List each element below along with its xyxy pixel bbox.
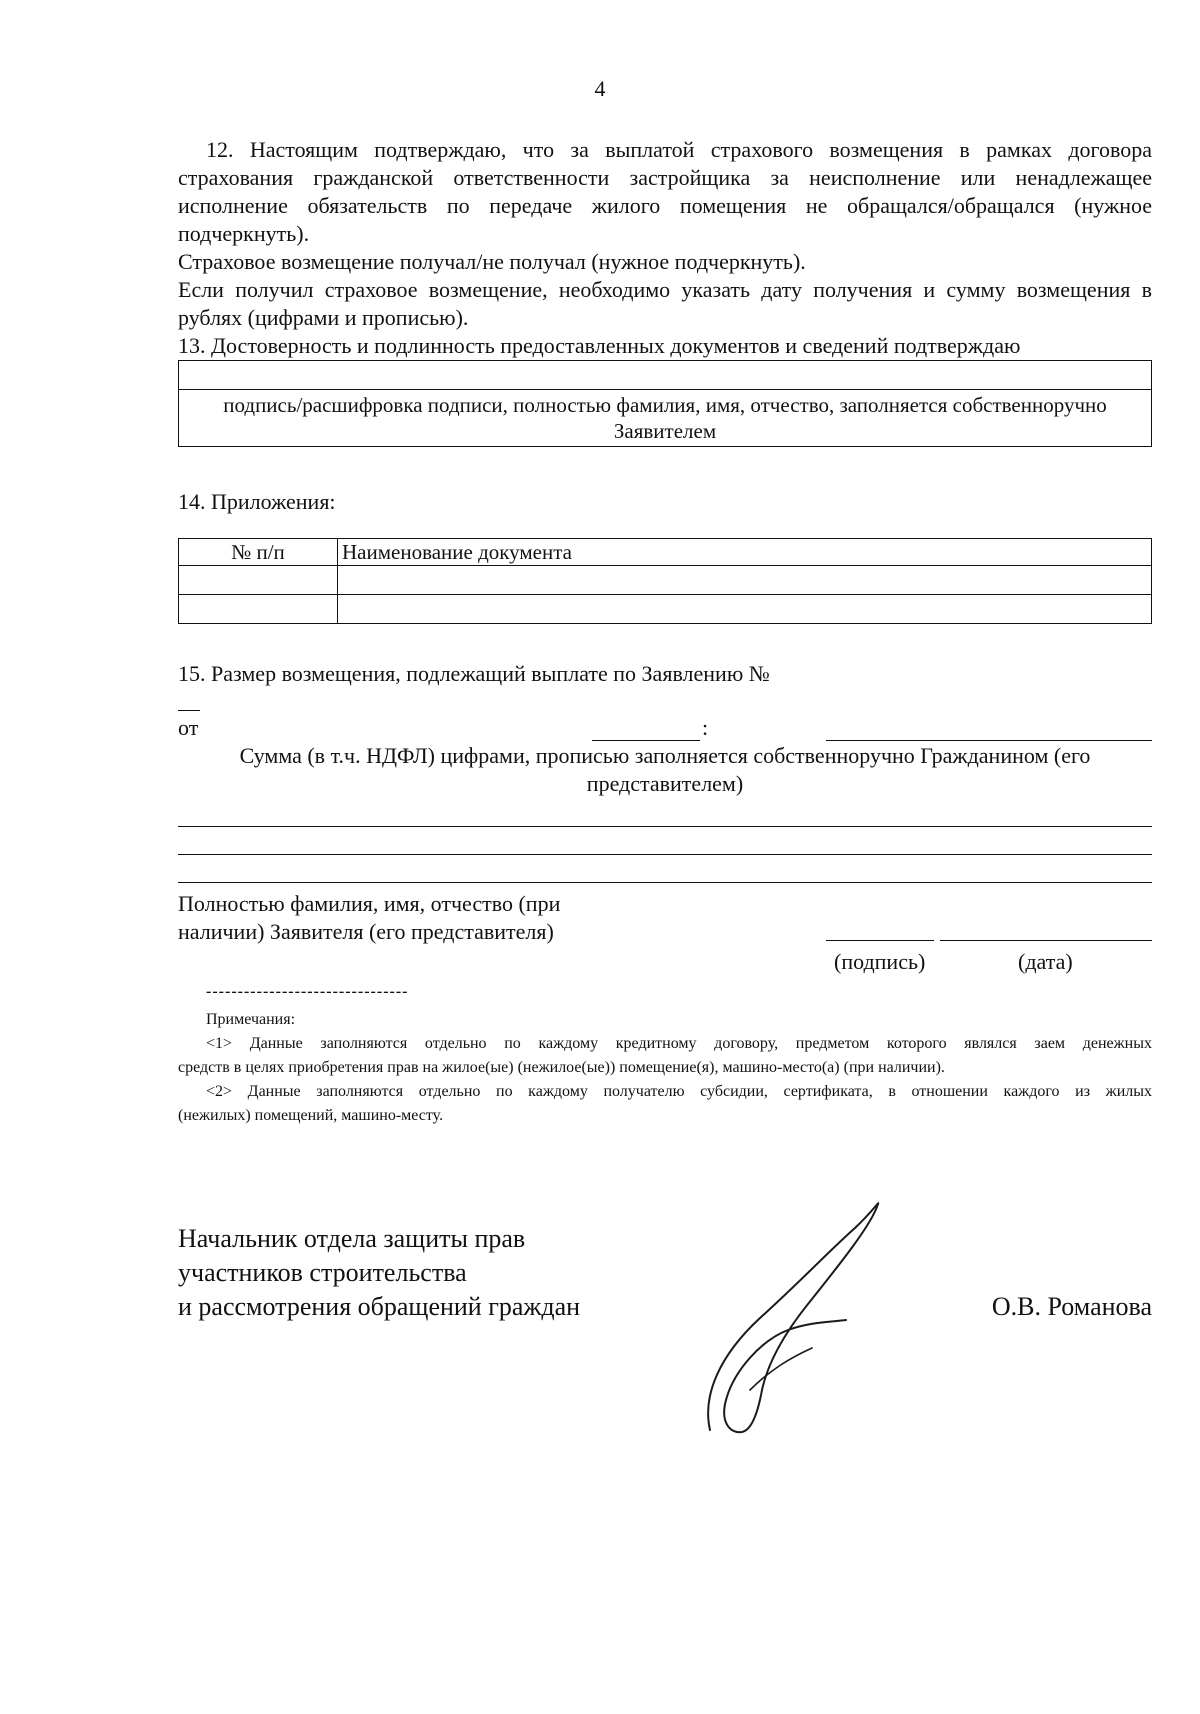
- handwritten-signature: [690, 1190, 920, 1440]
- table-header-row: [179, 539, 1152, 566]
- item-15-text: 15. Размер возмещения, подлежащий выплате по Заявлению №: [178, 661, 770, 686]
- from-label: от: [178, 715, 199, 740]
- item-13-confirmation-box: [178, 360, 1152, 447]
- notes-block: [178, 1008, 1152, 1128]
- table-cell[interactable]: [338, 595, 1152, 624]
- signatory-name: О.В. Романова: [991, 1292, 1152, 1321]
- applicant-label-line: Полностью фамилия, имя, отчество (при: [178, 891, 561, 916]
- item-12-block: [178, 136, 1152, 332]
- amount-text-line[interactable]: [178, 826, 1152, 827]
- applicant-name-label: [178, 890, 560, 946]
- sum-caption-line: Сумма (в т.ч. НДФЛ) цифрами, прописью заполняется собственноручно Гражданином (его: [239, 743, 1091, 768]
- page-number: 4: [594, 76, 606, 101]
- column-header: Наименование документа: [338, 539, 1152, 566]
- application-number-line[interactable]: [178, 710, 200, 711]
- date-field-line[interactable]: [592, 740, 700, 741]
- signature-field[interactable]: [179, 361, 1152, 390]
- attachments-table: [178, 538, 1152, 624]
- signature-caption-line: Заявителем: [613, 419, 717, 443]
- notes-title: Примечания:: [206, 1011, 296, 1028]
- signatory-title-line: Начальник отдела защиты прав: [178, 1224, 526, 1253]
- item-12-line: страхования гражданской ответственности застройщика за неисполнение или ненадлежащее: [178, 165, 1152, 190]
- item-14-title: 14. Приложения:: [178, 489, 336, 514]
- item-12-line: рублях (цифрами и прописью).: [178, 305, 469, 330]
- table-row: [179, 595, 1152, 624]
- item-12-line: подчеркнуть).: [178, 221, 310, 246]
- sum-caption-line: представителем): [586, 771, 744, 796]
- note-line: средств в целях приобретения прав на жилое(ые) (нежилое(ые)) помещение(я), машино-место(а) (при наличии).: [178, 1059, 945, 1076]
- signature-caption-line: подпись/расшифровка подписи, полностью фамилия, имя, отчество, заполняется собственноручно: [223, 393, 1107, 417]
- date-line[interactable]: [940, 940, 1152, 941]
- signature-label: (подпись): [834, 949, 926, 974]
- notes-separator: --------------------------------: [206, 983, 409, 1000]
- signature-line[interactable]: [826, 940, 934, 941]
- note-line: <1> Данные заполняются отдельно по каждому кредитному договору, предметом которого являлся заем денежных: [206, 1035, 1152, 1052]
- colon-label: :: [702, 715, 709, 740]
- date-label: (дата): [1018, 949, 1073, 974]
- signatory-title-line: участников строительства: [178, 1258, 467, 1287]
- signatory-title-line: и рассмотрения обращений граждан: [178, 1292, 581, 1321]
- column-header: № п/п: [179, 539, 338, 566]
- table-cell[interactable]: [179, 595, 338, 624]
- table-cell[interactable]: [338, 566, 1152, 595]
- item-12-line: Если получил страховое возмещение, необходимо указать дату получения и сумму возмещения в: [178, 277, 1152, 302]
- note-line: (нежилых) помещений, машино-месту.: [178, 1107, 444, 1124]
- note-line: <2> Данные заполняются отдельно по каждому получателю субсидии, сертификата, в отношении каждого из жилых: [206, 1083, 1152, 1100]
- amount-text-line[interactable]: [178, 854, 1152, 855]
- table-cell[interactable]: [179, 566, 338, 595]
- item-12-line: Страховое возмещение получал/не получал (нужное подчеркнуть).: [178, 249, 806, 274]
- amount-text-line[interactable]: [178, 882, 1152, 883]
- applicant-label-line: наличии) Заявителя (его представителя): [178, 919, 554, 944]
- sum-caption: [178, 742, 1152, 798]
- amount-field-line[interactable]: [826, 740, 1152, 741]
- table-row: [179, 566, 1152, 595]
- item-13-text: 13. Достоверность и подлинность предоставленных документов и сведений подтверждаю: [178, 333, 1021, 358]
- signatory-title: [178, 1222, 580, 1324]
- signature-caption: [179, 390, 1152, 447]
- item-12-line: исполнение обязательств по передаче жилого помещения не обращался/обращался (нужное: [178, 193, 1152, 218]
- item-12-line: 12. Настоящим подтверждаю, что за выплатой страхового возмещения в рамках договора: [206, 137, 1152, 162]
